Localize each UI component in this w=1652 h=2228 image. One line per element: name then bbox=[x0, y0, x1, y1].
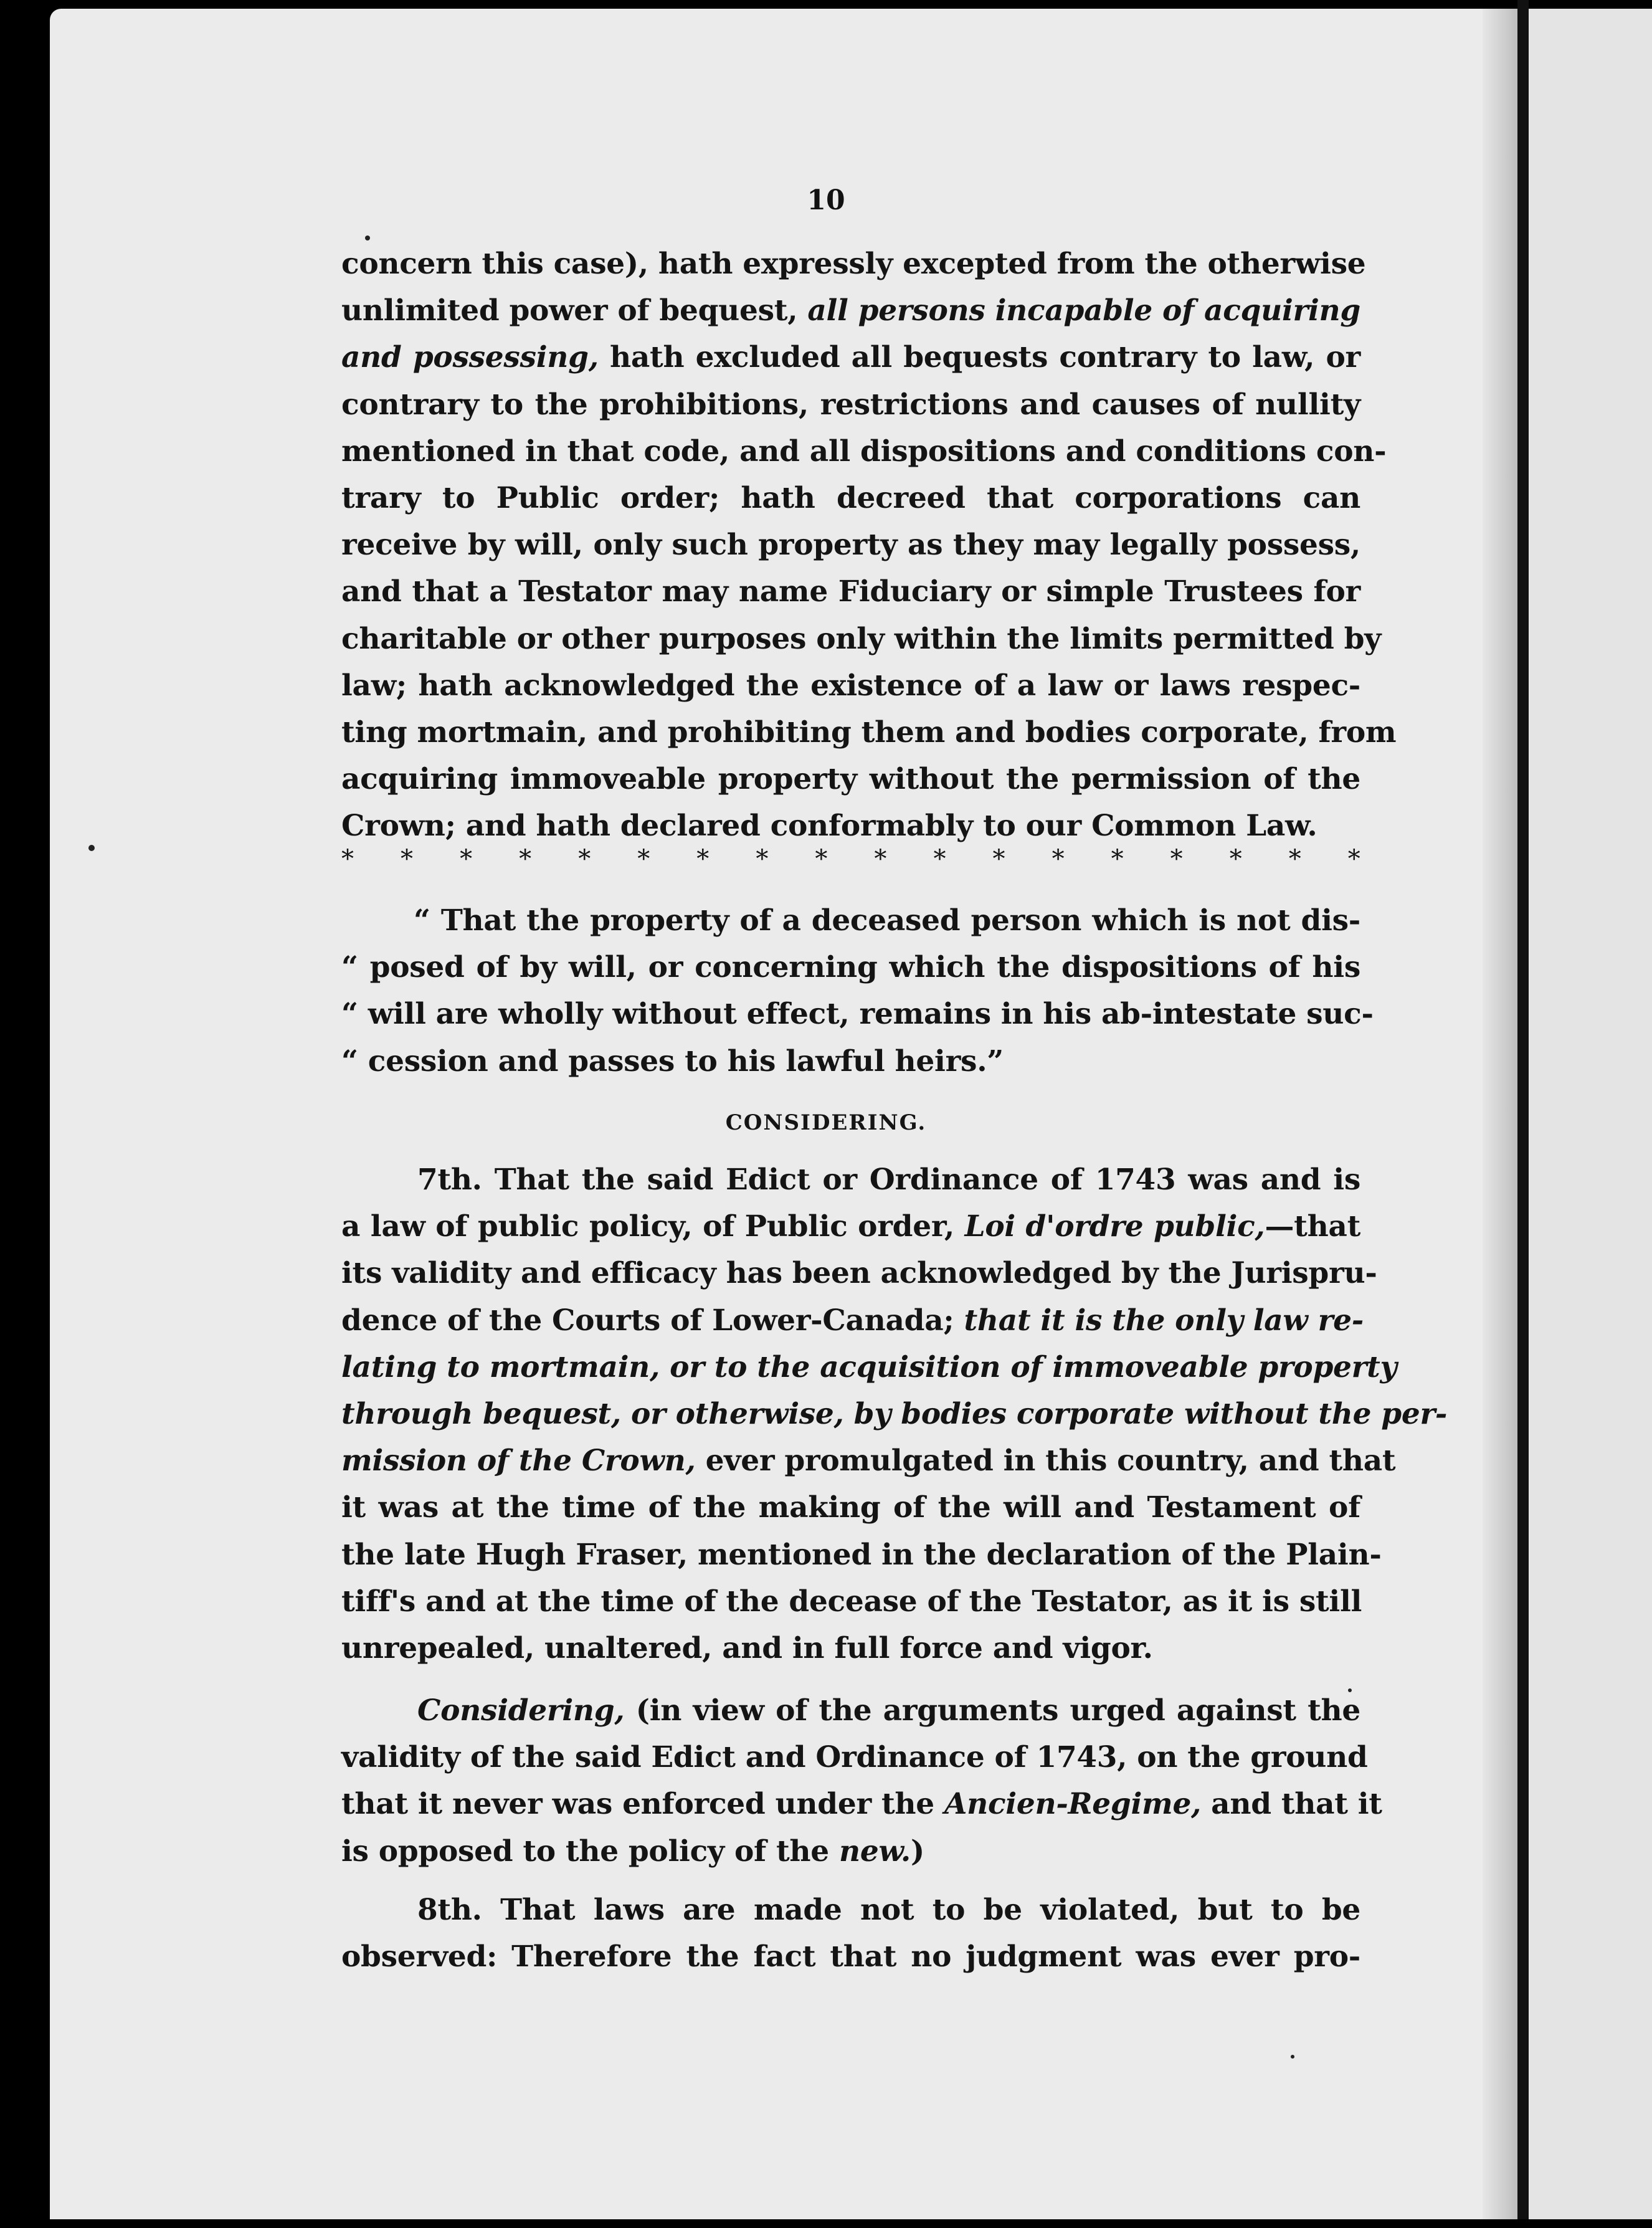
text-line: lating to mortmain, or to the acquisition of immoveable property bbox=[341, 1350, 1397, 1384]
text-run: unlimited power of bequest, bbox=[341, 293, 798, 328]
ink-speck bbox=[88, 845, 95, 851]
star: * bbox=[815, 845, 828, 874]
text-line: mentioned in that code, and all dispositions and conditions con- bbox=[341, 434, 1387, 469]
text-run: that it never was enforced under the bbox=[341, 1787, 934, 1822]
italic-phrase: mission of the Crown, bbox=[341, 1444, 696, 1478]
star-separator bbox=[341, 845, 1360, 874]
text-line: contrary to the prohibitions, restrictions and causes of nullity bbox=[341, 387, 1360, 422]
text-run: dence of the Courts of Lower-Canada; bbox=[341, 1303, 954, 1338]
text-run: —that bbox=[1265, 1209, 1360, 1244]
italic-phrase: Loi d'ordre public, bbox=[964, 1209, 1265, 1244]
ink-speck bbox=[365, 236, 370, 240]
star: * bbox=[756, 845, 769, 874]
italic-phrase: all persons incapable of acquiring bbox=[807, 293, 1360, 328]
text-line: charitable or other purposes only within the limits permitted by bbox=[341, 621, 1382, 656]
text-line: its validity and efficacy has been acknowledged by the Jurispru- bbox=[341, 1256, 1377, 1291]
bottom-edge bbox=[0, 2219, 1652, 2228]
italic-phrase: new. bbox=[838, 1834, 911, 1869]
text-run: a law of public policy, of Public order, bbox=[341, 1209, 954, 1244]
quote-line: “ cession and passes to his lawful heirs.” bbox=[341, 1044, 1004, 1078]
text-line: Crown; and hath declared conformably to our Common Law. bbox=[341, 809, 1317, 844]
text-line: trary to Public order; hath decreed that corporations can bbox=[341, 480, 1360, 515]
paragraph-2 bbox=[341, 1156, 1448, 1672]
paragraph-3 bbox=[341, 1687, 1382, 1875]
italic-phrase: Considering, bbox=[417, 1693, 625, 1728]
text-line bbox=[341, 1203, 1360, 1250]
star: * bbox=[1347, 845, 1360, 874]
text-line: 7th. That the said Edict or Ordinance of 1743 was and is bbox=[417, 1163, 1360, 1197]
text-line bbox=[341, 287, 1360, 334]
star: * bbox=[874, 845, 887, 874]
star: * bbox=[992, 845, 1005, 874]
text-line: through bequest, or otherwise, by bodies corporate without the per- bbox=[341, 1396, 1448, 1431]
text-line: law; hath acknowledged the existence of a law or laws respec- bbox=[341, 668, 1360, 703]
text-line bbox=[341, 1781, 1382, 1827]
text-run: and that it bbox=[1201, 1787, 1382, 1822]
star: * bbox=[696, 845, 710, 874]
italic-phrase: and possessing, bbox=[341, 340, 599, 375]
text-run: (in view of the arguments urged against the bbox=[624, 1693, 1360, 1728]
text-line bbox=[341, 1687, 1360, 1734]
text-line: acquiring immoveable property without the permission of the bbox=[341, 762, 1360, 797]
quote-line: “ That the property of a deceased person which is not dis- bbox=[414, 903, 1360, 938]
section-heading: CONSIDERING. bbox=[725, 1110, 927, 1135]
text-line: observed: Therefore the fact that no judgment was ever pro- bbox=[341, 1940, 1360, 1974]
text-line: unrepealed, unaltered, and in full force and vigor. bbox=[341, 1631, 1153, 1665]
star: * bbox=[460, 845, 473, 874]
star: * bbox=[578, 845, 591, 874]
text-run: ) bbox=[910, 1834, 924, 1869]
quote-line: “ posed of by will, or concerning which the dispositions of his bbox=[341, 950, 1360, 985]
text-line bbox=[341, 1297, 1364, 1344]
text-line bbox=[341, 334, 1360, 381]
text-line bbox=[341, 1437, 1396, 1484]
star: * bbox=[1111, 845, 1124, 874]
text-line: it was at the time of the making of the will and Testament of bbox=[341, 1490, 1360, 1525]
star: * bbox=[933, 845, 946, 874]
italic-phrase: Ancien-Regime, bbox=[944, 1787, 1202, 1822]
star: * bbox=[1229, 845, 1242, 874]
star: * bbox=[1170, 845, 1183, 874]
text-line: concern this case), hath expressly excepted from the otherwise bbox=[341, 247, 1366, 281]
star: * bbox=[1288, 845, 1301, 874]
text-run: is opposed to the policy of the bbox=[341, 1834, 829, 1869]
star: * bbox=[401, 845, 414, 874]
text-run: hath excluded all bequests contrary to law, or bbox=[598, 340, 1360, 375]
italic-phrase: that it is the only law re- bbox=[964, 1303, 1364, 1338]
text-line: receive by will, only such property as they may legally possess, bbox=[341, 528, 1360, 563]
text-run: ever promulgated in this country, and that bbox=[695, 1444, 1396, 1478]
quote-line: “ will are wholly without effect, remains in his ab-intestate suc- bbox=[341, 997, 1374, 1032]
text-line: and that a Testator may name Fiduciary or simple Trustees for bbox=[341, 574, 1360, 609]
text-line: ting mortmain, and prohibiting them and bodies corporate, from bbox=[341, 715, 1397, 750]
text-line: tiff's and at the time of the decease of the Testator, as it is still bbox=[341, 1584, 1362, 1619]
text-line: the late Hugh Fraser, mentioned in the declaration of the Plain- bbox=[341, 1537, 1382, 1572]
star: * bbox=[519, 845, 532, 874]
text-line bbox=[341, 1828, 1360, 1875]
star: * bbox=[341, 845, 354, 874]
text-line: validity of the said Edict and Ordinance of 1743, on the ground bbox=[341, 1740, 1368, 1775]
paragraph-4 bbox=[341, 1887, 1360, 1980]
text-line: 8th. That laws are made not to be violated, but to be bbox=[417, 1893, 1360, 1927]
page-number: 10 bbox=[807, 184, 845, 216]
star: * bbox=[1051, 845, 1065, 874]
quotation bbox=[341, 897, 1374, 1085]
ink-speck bbox=[1291, 2055, 1294, 2059]
star: * bbox=[637, 845, 650, 874]
paragraph-1 bbox=[341, 240, 1397, 849]
